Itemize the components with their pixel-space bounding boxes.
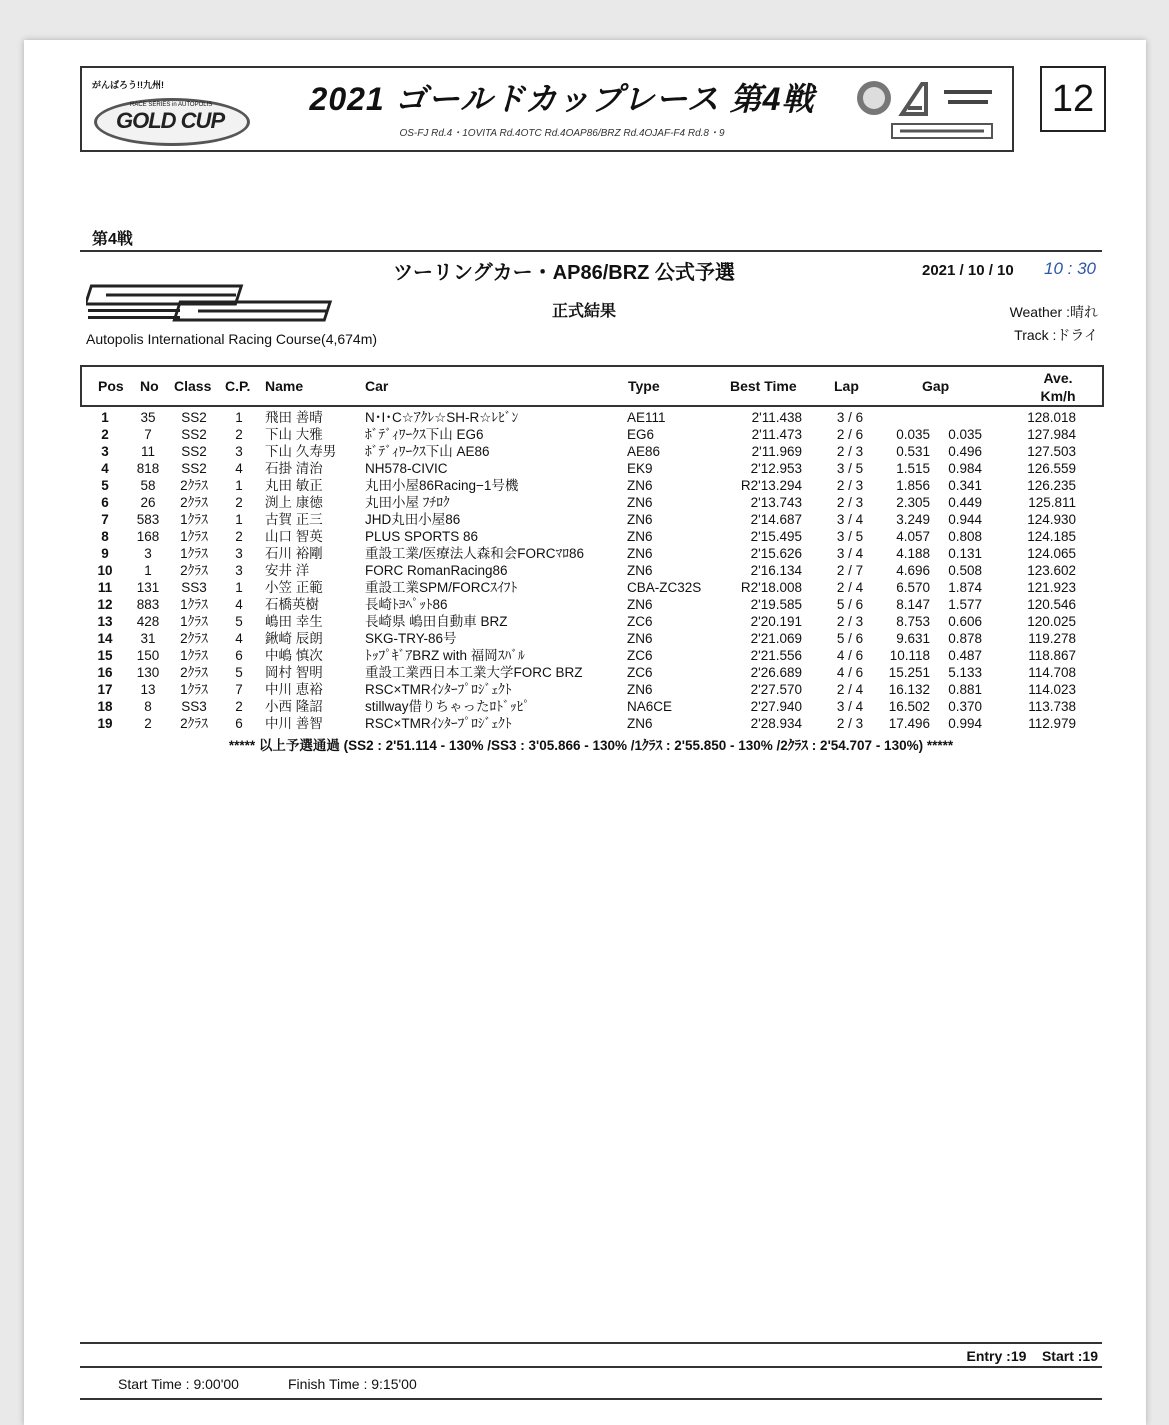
results-table-body (80, 409, 1102, 732)
cell-gap1: 4.188 (896, 546, 930, 561)
cell-cls: 2ｸﾗｽ (180, 563, 208, 578)
cell-lap: 4 / 6 (836, 665, 864, 680)
cell-cp: 1 (235, 410, 243, 425)
header-type: Type (628, 378, 660, 394)
cell-cls: 1ｸﾗｽ (180, 614, 208, 629)
cell-ave: 127.503 (1027, 444, 1076, 459)
cell-cp: 5 (235, 614, 243, 629)
cell-type: ZN6 (627, 529, 653, 544)
start-count: Start :19 (1041, 1348, 1098, 1364)
cell-gap2: 0.984 (948, 461, 982, 476)
cell-gap1: 15.251 (888, 665, 930, 680)
cell-lap: 3 / 4 (836, 512, 864, 527)
cell-gap1: 4.057 (896, 529, 930, 544)
results-sheet (24, 40, 1146, 1425)
header-cp: C.P. (225, 378, 251, 394)
cell-lap: 3 / 6 (836, 410, 864, 425)
cell-gap2: 0.341 (948, 478, 982, 493)
cell-pos: 13 (97, 614, 113, 629)
cell-car: JHD丸田小屋86 (365, 512, 461, 527)
header-gap: Gap (922, 378, 950, 394)
cell-gap1: 17.496 (888, 716, 930, 731)
cell-car: ﾎﾞﾃﾞｨﾜｰｸｽ下山 AE86 (365, 444, 490, 459)
cell-pos: 14 (97, 631, 113, 646)
cell-best: R2'13.294 (740, 478, 802, 493)
cell-ave: 126.559 (1027, 461, 1076, 476)
cell-lap: 4 / 6 (836, 648, 864, 663)
session-time: 10 : 30 (1044, 259, 1096, 278)
cell-lap: 2 / 4 (836, 580, 864, 595)
cell-best: 2'13.743 (750, 495, 802, 510)
cell-best: 2'28.934 (750, 716, 802, 731)
cell-gap2: 0.881 (948, 682, 982, 697)
cell-best: 2'26.689 (750, 665, 802, 680)
table-row (80, 715, 1102, 732)
table-row (80, 613, 1102, 630)
cell-ave: 125.811 (1028, 495, 1076, 510)
cell-gap2: 5.133 (948, 665, 982, 680)
cell-gap1: 1.515 (896, 461, 930, 476)
cell-cp: 4 (235, 461, 243, 476)
divider (80, 250, 1102, 252)
cell-car: FORC RomanRacing86 (365, 563, 508, 578)
divider (80, 1398, 1102, 1400)
cell-lap: 2 / 3 (836, 478, 864, 493)
cell-type: CBA-ZC32S (627, 580, 702, 595)
table-row (80, 596, 1102, 613)
cell-type: ZN6 (627, 563, 653, 578)
cell-ave: 118.867 (1028, 648, 1076, 663)
cell-type: NA6CE (627, 699, 673, 714)
cell-gap2: 0.449 (948, 495, 982, 510)
autopolis-logo-icon (86, 284, 336, 328)
cell-pos: 6 (101, 495, 109, 510)
event-subtitle: OS-FJ Rd.4・1OVITA Rd.4OTC Rd.4OAP86/BRZ Rd.4OJAF-F4 Rd.8・9 (399, 128, 725, 139)
header-name: Name (265, 378, 304, 394)
weather: Weather :晴れ (1009, 304, 1098, 320)
cell-cp: 3 (235, 546, 243, 561)
cell-car: 丸田小屋86Racing−1号機 (365, 478, 519, 493)
cell-no: 818 (136, 461, 160, 476)
cell-ave: 124.065 (1027, 546, 1076, 561)
cell-best: 2'21.069 (750, 631, 802, 646)
cell-no: 131 (136, 580, 160, 595)
cell-cp: 1 (235, 580, 243, 595)
cell-cls: SS3 (181, 699, 207, 714)
cell-cp: 5 (235, 665, 243, 680)
cell-lap: 5 / 6 (836, 597, 864, 612)
table-row (80, 562, 1102, 579)
sponsor-logos-icon (852, 74, 1002, 144)
cell-cls: SS2 (181, 461, 207, 476)
cell-best: 2'27.570 (750, 682, 802, 697)
track-condition: Track :ドライ (1014, 327, 1098, 343)
event-banner (80, 66, 1014, 152)
cell-cp: 2 (235, 427, 243, 442)
cell-car: SKG-TRY-86号 (365, 631, 457, 646)
cell-car: ﾄｯﾌﾟｷﾞｱBRZ with 福岡ｽﾊﾞﾙ (365, 648, 525, 663)
cell-no: 2 (144, 716, 152, 731)
cell-lap: 2 / 7 (836, 563, 864, 578)
cell-best: 2'19.585 (750, 597, 802, 612)
cell-name: 石川 裕剛 (265, 546, 323, 561)
cell-pos: 2 (101, 427, 109, 442)
cell-name: 岡村 智明 (265, 665, 323, 680)
session-title: ツーリングカー・AP86/BRZ 公式予選 (393, 262, 735, 284)
header-no: No (140, 378, 159, 394)
page-number-box: 12 (1040, 66, 1106, 132)
cell-gap2: 0.808 (948, 529, 982, 544)
cell-pos: 19 (97, 716, 113, 731)
cell-cls: 1ｸﾗｽ (180, 529, 208, 544)
table-row (80, 664, 1102, 681)
cell-ave: 120.025 (1027, 614, 1076, 629)
cell-pos: 9 (101, 546, 109, 561)
cell-best: 2'15.495 (750, 529, 802, 544)
cell-type: ZN6 (627, 546, 653, 561)
table-header (80, 365, 1104, 407)
table-row (80, 698, 1102, 715)
cell-name: 石橋英樹 (265, 597, 319, 612)
cell-best: 2'21.556 (750, 648, 802, 663)
cell-best: 2'20.191 (750, 614, 802, 629)
cell-gap1: 9.631 (896, 631, 930, 646)
entry-start-count (966, 1348, 1098, 1364)
cell-gap1: 16.502 (888, 699, 930, 714)
cell-ave: 119.278 (1028, 631, 1076, 646)
cell-no: 3 (144, 546, 152, 561)
cell-ave: 112.979 (1028, 716, 1076, 731)
cell-gap2: 0.944 (948, 512, 982, 527)
cell-ave: 126.235 (1027, 478, 1076, 493)
cell-name: 中川 恵裕 (265, 682, 323, 697)
cell-car: 重設工業西日本工業大学FORC BRZ (365, 665, 583, 680)
cell-ave: 114.023 (1028, 682, 1076, 697)
cell-name: 中嶋 慎次 (265, 648, 323, 663)
cell-name: 渕上 康徳 (265, 495, 323, 510)
event-title: 2021 ゴールドカップレース 第4戦 (309, 81, 815, 117)
cell-type: ZN6 (627, 631, 653, 646)
header-car: Car (365, 378, 389, 394)
gold-cup-tagline: がんばろう!!九州! (92, 80, 164, 90)
cell-no: 7 (144, 427, 152, 442)
qualifying-note: ***** 以上予選通過 (SS2 : 2'51.114 - 130% /SS3 : 3'05.866 - 130% /1ｸﾗｽ : 2'55.850 - 130% /2ｸﾗｽ : 2'54.707 - 130%) ***** (228, 738, 954, 753)
cell-name: 小笠 正範 (265, 580, 323, 595)
cell-gap2: 0.035 (948, 427, 982, 442)
cell-lap: 5 / 6 (836, 631, 864, 646)
cell-pos: 8 (101, 529, 109, 544)
cell-cls: 2ｸﾗｽ (180, 665, 208, 680)
cell-type: ZN6 (627, 478, 653, 493)
session-date: 2021 / 10 / 10 (922, 262, 1014, 279)
cell-car: 重設工業/医療法人森和会FORCﾏﾛ86 (365, 546, 585, 561)
cell-no: 58 (140, 478, 156, 493)
cell-car: 長崎県 嶋田自動車 BRZ (365, 614, 508, 629)
cell-best: 2'14.687 (750, 512, 802, 527)
cell-gap1: 6.570 (896, 580, 930, 595)
cell-gap1: 8.147 (896, 597, 930, 612)
cell-pos: 11 (97, 580, 113, 595)
gold-cup-word: GOLD CUP (116, 108, 225, 133)
cell-car: 重設工業SPM/FORCｽｲﾌﾄ (365, 580, 518, 595)
table-row (80, 443, 1102, 460)
cell-cls: 1ｸﾗｽ (180, 682, 208, 697)
cell-name: 山口 智英 (265, 529, 323, 544)
cell-gap2: 1.577 (948, 597, 982, 612)
cell-cp: 3 (235, 563, 243, 578)
cell-name: 飛田 善晴 (265, 410, 323, 425)
cell-cp: 1 (235, 478, 243, 493)
cell-pos: 16 (97, 665, 113, 680)
cell-cls: 1ｸﾗｽ (180, 597, 208, 612)
cell-lap: 2 / 3 (836, 444, 864, 459)
header-ave (1028, 369, 1088, 405)
cell-type: AE86 (627, 444, 661, 459)
cell-car: ﾎﾞﾃﾞｨﾜｰｸｽ下山 EG6 (365, 427, 484, 442)
cell-gap1: 16.132 (888, 682, 930, 697)
cell-ave: 114.708 (1028, 665, 1076, 680)
cell-no: 26 (140, 495, 156, 510)
cell-name: 丸田 敏正 (265, 478, 323, 493)
cell-best: R2'18.008 (740, 580, 802, 595)
cell-pos: 17 (97, 682, 113, 697)
cell-cls: 2ｸﾗｽ (180, 495, 208, 510)
cell-pos: 10 (97, 563, 113, 578)
cell-gap1: 2.305 (896, 495, 930, 510)
cell-cp: 4 (235, 597, 243, 612)
cell-name: 古賀 正三 (265, 512, 323, 527)
gold-cup-logo (90, 76, 250, 144)
gold-cup-small-text: RACE SERIES in AUTOPOLIS (130, 102, 213, 108)
table-row (80, 545, 1102, 562)
table-row (80, 511, 1102, 528)
cell-pos: 5 (101, 478, 109, 493)
cell-cp: 2 (235, 529, 243, 544)
start-time: Start Time : 9:00'00 (118, 1376, 239, 1392)
cell-type: ZN6 (627, 716, 653, 731)
finish-time: Finish Time : 9:15'00 (288, 1376, 417, 1392)
cell-gap2: 0.370 (948, 699, 982, 714)
cell-type: ZC6 (627, 614, 653, 629)
cell-name: 下山 大雅 (265, 427, 323, 442)
cell-lap: 3 / 5 (836, 529, 864, 544)
cell-ave: 124.930 (1027, 512, 1076, 527)
cell-type: ZN6 (627, 682, 653, 697)
cell-cp: 6 (235, 648, 243, 663)
course-name: Autopolis International Racing Course(4,674m) (86, 331, 378, 347)
cell-name: 小西 隆詔 (265, 699, 323, 714)
cell-cls: SS2 (181, 427, 207, 442)
table-row (80, 494, 1102, 511)
table-row (80, 630, 1102, 647)
cell-gap2: 0.496 (948, 444, 982, 459)
cell-pos: 3 (101, 444, 109, 459)
table-row (80, 409, 1102, 426)
cell-gap1: 0.531 (896, 444, 930, 459)
cell-name: 鍬崎 辰朗 (265, 631, 323, 646)
cell-gap1: 10.118 (889, 648, 930, 663)
cell-type: EK9 (627, 461, 653, 476)
cell-best: 2'11.473 (751, 427, 802, 442)
cell-type: ZN6 (627, 597, 653, 612)
cell-ave: 121.923 (1027, 580, 1076, 595)
cell-gap2: 0.131 (948, 546, 982, 561)
cell-cp: 1 (235, 512, 243, 527)
cell-lap: 3 / 5 (836, 461, 864, 476)
table-row (80, 426, 1102, 443)
cell-ave: 113.738 (1028, 699, 1076, 714)
cell-pos: 12 (97, 597, 113, 612)
cell-gap1: 4.696 (896, 563, 930, 578)
cell-car: RSC×TMRｲﾝﾀｰﾌﾟﾛｼﾞｪｸﾄ (365, 682, 512, 697)
cell-no: 150 (136, 648, 160, 663)
header-pos: Pos (98, 378, 124, 394)
cell-ave: 128.018 (1027, 410, 1076, 425)
cell-cls: SS2 (181, 444, 207, 459)
cell-cp: 7 (235, 682, 243, 697)
cell-gap2: 0.606 (948, 614, 982, 629)
header-best-time: Best Time (730, 378, 797, 394)
divider (80, 1366, 1102, 1368)
cell-no: 428 (136, 614, 160, 629)
cell-no: 8 (144, 699, 152, 714)
cell-no: 583 (136, 512, 160, 527)
cell-car: 長崎ﾄﾖﾍﾟｯﾄ86 (365, 597, 448, 612)
cell-gap2: 1.874 (948, 580, 982, 595)
cell-no: 130 (136, 665, 160, 680)
cell-gap1: 0.035 (896, 427, 930, 442)
cell-gap1: 8.753 (896, 614, 930, 629)
cell-type: ZN6 (627, 512, 653, 527)
cell-no: 31 (140, 631, 156, 646)
cell-cls: 2ｸﾗｽ (180, 478, 208, 493)
cell-gap2: 0.994 (948, 716, 982, 731)
cell-type: AE111 (627, 410, 666, 425)
round-label: 第4戦 (92, 231, 133, 248)
cell-cp: 2 (235, 699, 243, 714)
cell-type: EG6 (627, 427, 655, 442)
cell-best: 2'12.953 (750, 461, 802, 476)
cell-car: 丸田小屋 ﾌﾁﾛｸ (365, 495, 450, 510)
cell-car: RSC×TMRｲﾝﾀｰﾌﾟﾛｼﾞｪｸﾄ (365, 716, 512, 731)
cell-name: 中川 善智 (265, 716, 323, 731)
cell-ave: 120.546 (1027, 597, 1076, 612)
cell-car: N･I･C☆ｱｸﾚ☆SH-R☆ﾚﾋﾞﾝ (365, 410, 519, 425)
cell-lap: 2 / 6 (836, 427, 864, 442)
cell-pos: 4 (101, 461, 109, 476)
cell-lap: 3 / 4 (836, 546, 864, 561)
cell-ave: 127.984 (1027, 427, 1076, 442)
cell-best: 2'11.438 (751, 410, 802, 425)
cell-cp: 6 (235, 716, 243, 731)
cell-type: ZN6 (627, 495, 653, 510)
cell-no: 1 (144, 563, 152, 578)
cell-type: ZC6 (627, 648, 653, 663)
cell-ave: 124.185 (1027, 529, 1076, 544)
cell-no: 168 (136, 529, 160, 544)
cell-cp: 4 (235, 631, 243, 646)
cell-cls: SS3 (181, 580, 207, 595)
cell-cls: 2ｸﾗｽ (180, 631, 208, 646)
table-row (80, 528, 1102, 545)
cell-gap2: 0.508 (948, 563, 982, 578)
cell-lap: 2 / 3 (836, 614, 864, 629)
cell-lap: 2 / 3 (836, 495, 864, 510)
cell-cls: 1ｸﾗｽ (180, 512, 208, 527)
table-row (80, 647, 1102, 664)
cell-no: 13 (140, 682, 156, 697)
header-ave-label: Ave. (1043, 370, 1073, 386)
cell-gap2: 0.878 (948, 631, 982, 646)
cell-no: 11 (140, 444, 155, 459)
cell-name: 安井 洋 (265, 563, 310, 578)
cell-type: ZC6 (627, 665, 653, 680)
entry-count: Entry :19 (966, 1348, 1027, 1364)
cell-name: 下山 久寿男 (265, 444, 337, 459)
cell-best: 2'11.969 (751, 444, 802, 459)
cell-lap: 2 / 4 (836, 682, 864, 697)
cell-name: 嶋田 幸生 (265, 614, 323, 629)
table-row (80, 579, 1102, 596)
cell-no: 35 (140, 410, 156, 425)
cell-best: 2'15.626 (750, 546, 802, 561)
cell-ave: 123.602 (1027, 563, 1076, 578)
cell-name: 石掛 清治 (265, 461, 323, 476)
table-row (80, 477, 1102, 494)
cell-cp: 3 (235, 444, 243, 459)
cell-no: 883 (136, 597, 160, 612)
divider (80, 1342, 1102, 1344)
cell-lap: 3 / 4 (836, 699, 864, 714)
cell-pos: 1 (101, 410, 109, 425)
cell-best: 2'16.134 (750, 563, 802, 578)
cell-pos: 7 (101, 512, 109, 527)
cell-gap1: 3.249 (896, 512, 930, 527)
cell-car: NH578-CIVIC (365, 461, 448, 476)
cell-gap1: 1.856 (896, 478, 930, 493)
cell-pos: 15 (97, 648, 113, 663)
cell-cls: SS2 (181, 410, 207, 425)
table-row (80, 460, 1102, 477)
cell-lap: 2 / 3 (836, 716, 864, 731)
official-result-label: 正式結果 (551, 303, 616, 320)
cell-pos: 18 (97, 699, 113, 714)
cell-car: PLUS SPORTS 86 (365, 529, 479, 544)
cell-cp: 2 (235, 495, 243, 510)
cell-cls: 1ｸﾗｽ (180, 648, 208, 663)
cell-gap2: 0.487 (948, 648, 982, 663)
table-row (80, 681, 1102, 698)
header-ave-unit: Km/h (1040, 388, 1076, 404)
header-lap: Lap (834, 378, 859, 394)
cell-cls: 1ｸﾗｽ (180, 546, 208, 561)
cell-best: 2'27.940 (750, 699, 802, 714)
header-class: Class (174, 378, 212, 394)
cell-car: stillway借りちゃったﾛﾄﾞｯﾋﾟ (365, 699, 531, 714)
cell-cls: 2ｸﾗｽ (180, 716, 208, 731)
